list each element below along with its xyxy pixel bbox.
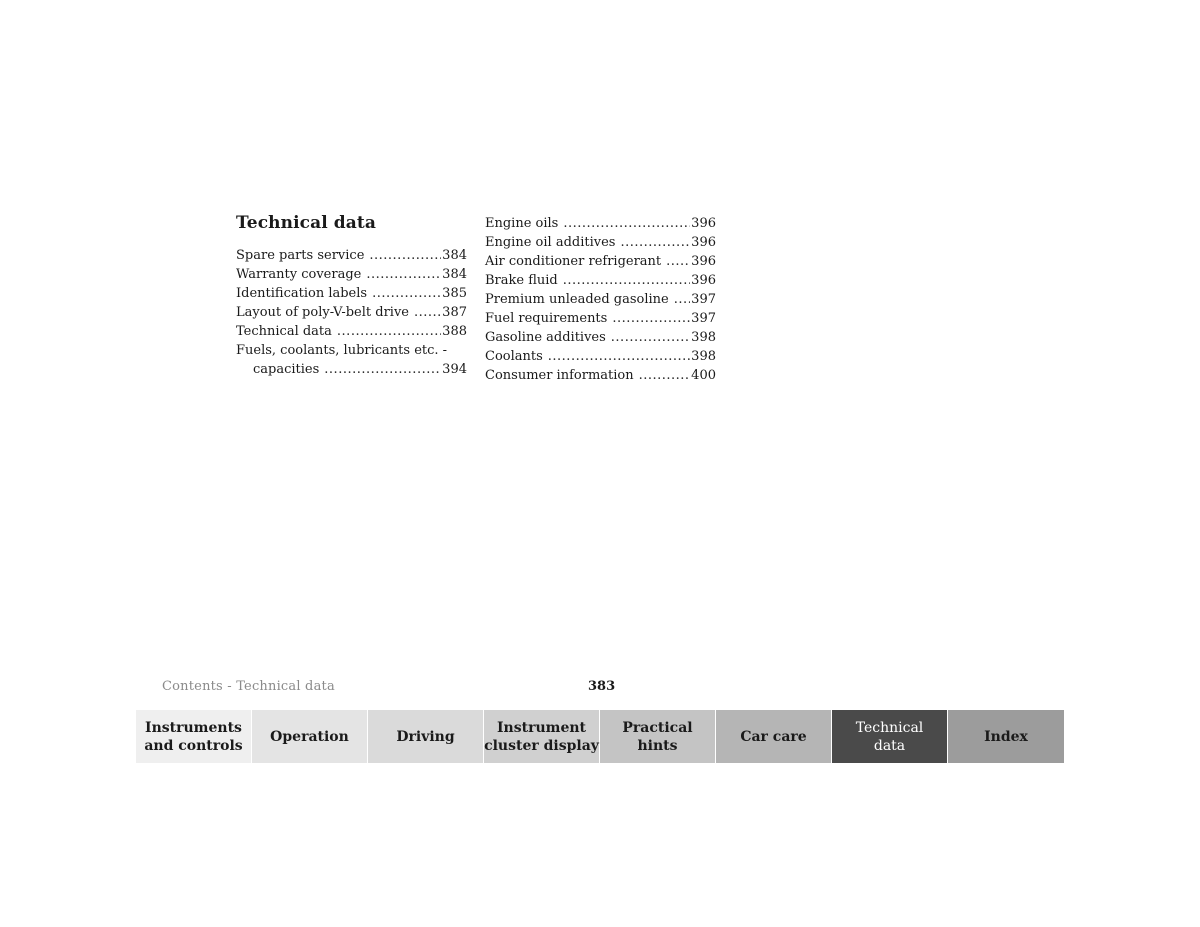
toc-entry[interactable]	[236, 246, 467, 265]
page-number: 383	[588, 679, 616, 694]
toc-entry-page: 396	[691, 235, 716, 250]
toc-entry[interactable]	[236, 284, 467, 303]
tab-instrument-cluster-display[interactable]: Instrument cluster display	[484, 710, 600, 763]
toc-leader-dots	[372, 284, 441, 303]
toc-entry-label: Consumer information	[485, 368, 634, 383]
toc-entry-label: Warranty coverage	[236, 267, 362, 282]
toc-entry-label: Fuels, coolants, lubricants etc. -	[236, 343, 448, 358]
toc-entry-page: 397	[691, 311, 716, 326]
toc-entry-label: Layout of poly-V-belt drive	[236, 305, 409, 320]
toc-leader-dots	[548, 347, 690, 366]
toc-entry-label: Spare parts service	[236, 248, 365, 263]
toc-entry-page: 398	[691, 330, 716, 345]
toc-entry-page: 398	[691, 349, 716, 364]
tab-technical-data[interactable]: Technical data	[832, 710, 948, 763]
toc-entry-page: 396	[691, 273, 716, 288]
toc-leader-dots	[337, 322, 441, 341]
toc-entry-label: Engine oils	[485, 216, 559, 231]
tab-operation[interactable]: Operation	[252, 710, 368, 763]
footer-section-title: Contents - Technical data	[162, 679, 335, 694]
toc-leader-dots	[666, 252, 690, 271]
toc-leader-dots	[366, 265, 441, 284]
toc-leader-dots	[563, 214, 690, 233]
toc-entry-page: 387	[442, 305, 467, 320]
toc-entry[interactable]	[485, 290, 716, 309]
toc-entry-page: 396	[691, 216, 716, 231]
toc-entry-page: 384	[442, 248, 467, 263]
toc-entry[interactable]	[485, 366, 716, 385]
toc-entry[interactable]	[485, 271, 716, 290]
toc-entry-page: 400	[691, 368, 716, 383]
toc-entry-label: Fuel requirements	[485, 311, 608, 326]
toc-entry[interactable]	[485, 214, 716, 233]
toc-entry[interactable]	[236, 303, 467, 322]
toc-leader-dots	[612, 309, 690, 328]
toc-entry-label: Coolants	[485, 349, 543, 364]
toc-entry-label: Premium unleaded gasoline	[485, 292, 669, 307]
toc-entry-page: 385	[442, 286, 467, 301]
toc-entry-page: 396	[691, 254, 716, 269]
tab-instruments-and-controls[interactable]: Instruments and controls	[136, 710, 252, 763]
toc-entry[interactable]	[485, 252, 716, 271]
toc-entry-continuation	[236, 360, 467, 379]
tab-car-care[interactable]: Car care	[716, 710, 832, 763]
toc-leader-dots	[369, 246, 441, 265]
toc-entry[interactable]	[485, 309, 716, 328]
toc-leader-dots	[324, 360, 441, 379]
toc-leader-dots	[674, 290, 690, 309]
toc-left-column	[236, 246, 467, 379]
tab-driving[interactable]: Driving	[368, 710, 484, 763]
toc-entry-label: Brake fluid	[485, 273, 558, 288]
toc-leader-dots	[563, 271, 690, 290]
page-title: Technical data	[236, 213, 376, 233]
tab-practical-hints[interactable]: Practical hints	[600, 710, 716, 763]
toc-entry[interactable]	[236, 265, 467, 284]
toc-entry-label: Air conditioner refrigerant	[485, 254, 662, 269]
toc-entry-page: 388	[442, 324, 467, 339]
toc-right-column	[485, 214, 716, 385]
toc-entry[interactable]	[485, 233, 716, 252]
toc-leader-dots	[620, 233, 690, 252]
toc-entry-label-cont: capacities	[253, 362, 320, 377]
toc-entry[interactable]	[236, 322, 467, 341]
toc-entry-page: 394	[442, 362, 467, 377]
toc-entry-label: Gasoline additives	[485, 330, 606, 345]
toc-leader-dots	[414, 303, 441, 322]
toc-entry-label: Engine oil additives	[485, 235, 616, 250]
toc-entry-page: 397	[691, 292, 716, 307]
toc-entry[interactable]	[485, 328, 716, 347]
toc-entry-page: 384	[442, 267, 467, 282]
toc-entry-multiline[interactable]	[236, 341, 467, 379]
section-nav-bar	[136, 710, 1064, 763]
toc-leader-dots	[611, 328, 690, 347]
toc-entry-label: Identification labels	[236, 286, 368, 301]
toc-entry-label: Technical data	[236, 324, 332, 339]
toc-entry[interactable]	[485, 347, 716, 366]
toc-leader-dots	[639, 366, 691, 385]
tab-index[interactable]: Index	[948, 710, 1064, 763]
